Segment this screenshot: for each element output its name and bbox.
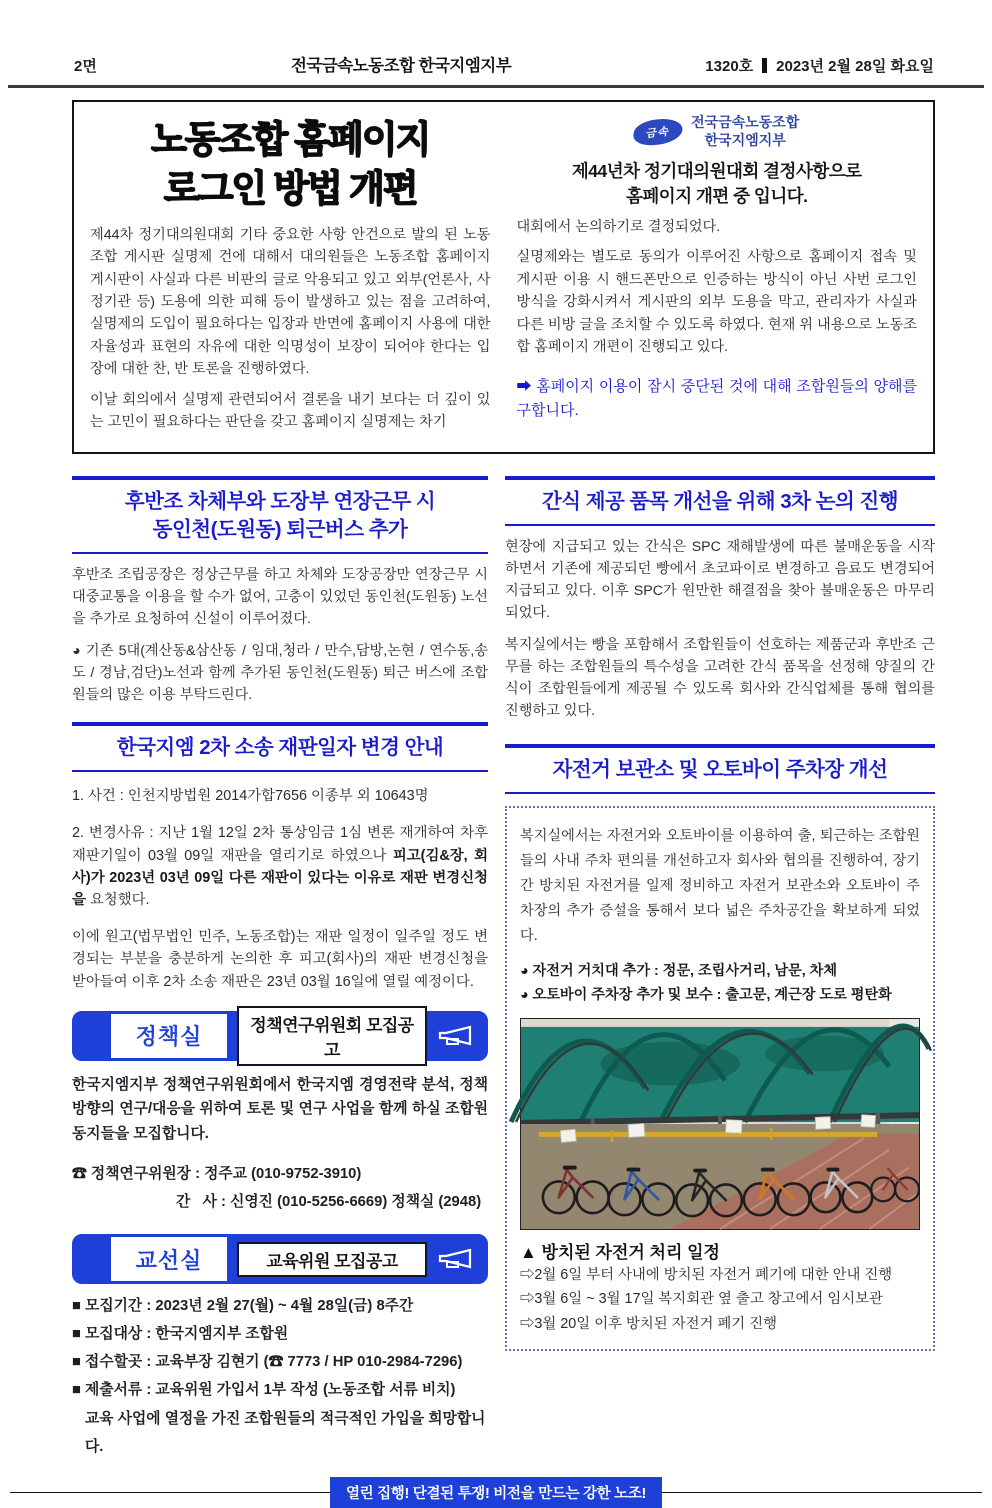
masthead-issue-date xyxy=(705,55,934,76)
lead-article-box xyxy=(72,100,935,454)
section-title-lawsuit: 한국지엠 2차 소송 재판일자 변경 안내 xyxy=(72,722,488,772)
lawsuit-reason: 2. 변경사유 : 지난 1월 12일 2차 통상임금 1심 변론 재개하여 차후 재판기일이 03월 09일 재판을 열리기로 하였으나 피고(김&장, 회사)가 2023년 03년 09일 다른 재판이 있다는 이유로 재판 변경신청을 요청했다. xyxy=(72,825,488,909)
snack-paragraph-1: 현장에 지급되고 있는 간식은 SPC 재해발생에 따른 불매운동을 시작하면서 기존에 제공되던 빵에서 초코파이로 변경하고 음료도 변경되어 지급되고 있다. 이후 SPC가 원만한 해결점을 찾아 불매운동은 마무리 되었다. xyxy=(505,538,935,621)
bike-bullet-list xyxy=(520,960,920,1007)
snack-paragraph-2: 복지실에서는 빵을 포함해서 조합원들이 선호하는 제품군과 후반조 근무를 하는 조합원들의 특수성을 고려한 간식 품목을 선정해 양질의 간식이 조합원들에게 제공될 수 있도록 회사와 간식업체를 통해 협의를 진행하고 있다. xyxy=(505,636,935,719)
lead-paragraph-3: 대회에서 논의하기로 결정되었다. xyxy=(516,219,721,235)
bike-paragraph: 복지실에서는 자전거와 오토바이를 이용하여 출, 퇴근하는 조합원들의 사내 주차 편의를 개선하고자 회사와 협의를 진행하여, 장기간 방치된 자전거를 일제 정비하고 자전거 보관소와 오토바이 주차장의 추가 증설을 통해서 보다 넓은 주차공간을 확보하게 되었다. xyxy=(520,828,920,944)
education-banner-title: 교육위원 모집공고 xyxy=(237,1242,427,1277)
footer-slogan: 열린 집행! 단결된 투쟁! 비전을 만드는 강한 노조! xyxy=(330,1477,662,1508)
education-item: ■ 모집기간 : 2023년 2월 27(월) ~ 4월 28일(금) 8주간 xyxy=(72,1298,414,1315)
education-item: ■ 모집대상 : 한국지엠지부 조합원 xyxy=(72,1326,289,1343)
education-banner xyxy=(72,1234,488,1284)
masthead-org-title: 전국금속노동조합 한국지엠지부 xyxy=(290,57,512,75)
bike-bullet-motorcycle: ◕ 오토바이 주차장 추가 및 보수 : 출고문, 계근장 도로 평탄화 xyxy=(520,986,892,1003)
section-title-bike: 자전거 보관소 및 오토바이 주차장 개선 xyxy=(505,744,935,794)
lead-left-column xyxy=(90,112,491,438)
bike-bullet-rack: ◕ 자전거 거치대 추가 : 정문, 조립사거리, 남문, 차체 xyxy=(520,963,838,980)
lawsuit-result: 이에 원고(법무법인 민주, 노동조합)는 재판 일정이 일주일 정도 변경되는 부분을 충분하게 논의한 후 피고(회사)의 재판 변경신청을 받아들여 이후 2차 소송 재판은 23년 03월 16일에 열릴 예정이다. xyxy=(72,928,488,990)
policy-paragraph: 한국지엠지부 정책연구위원회에서 한국지엠 경영전략 분석, 정책 방향의 연구/대응을 위하여 토론 및 연구 사업을 함께 하실 조합원 동지들을 모집합니다. xyxy=(72,1076,488,1142)
section-lawsuit xyxy=(72,722,488,993)
lead-paragraph-1: 제44차 정기대의원대회 기타 중요한 사항 안건으로 발의 된 노동조합 게시판 실명제 건에 대해서 대의원들은 노동조합 홈페이지 게시판이 사실과 다른 비판의 글로 악용되고 있고 외부(언론사, 사정기관 등) 도용에 의한 피해 등이 발생하고 있는 점을 고려하여, 실명제의 도입이 필요하다는 입장과 반면에 홈페이지 사용에 대한 자율성과 표현의 자유에 대한 익명성이 보장이 되어야 한다는 입장에 대한 찬, 반 토론을 진행하였다. xyxy=(90,226,491,378)
education-item: ■ 제출서류 : 교육위원 가입서 1부 작성 (노동조합 서류 비치) xyxy=(72,1382,456,1399)
policy-banner xyxy=(72,1011,488,1061)
education-closing-line: 교육 사업에 열정을 가진 조합원들의 적극적인 가입을 희망합니다. xyxy=(85,1410,486,1455)
section-night-bus xyxy=(72,476,488,707)
education-item: ■ 접수할곳 : 교육부장 김현기 (☎ 7773 / HP 010-2984-7296) xyxy=(72,1354,463,1371)
lead-paragraph-2: 이날 회의에서 실명제 관련되어서 결론을 내기 보다는 더 깊이 있는 고민이 필요하다는 판단을 갖고 홈페이지 실명제는 차기 xyxy=(90,391,491,431)
bike-info-box xyxy=(505,806,935,1351)
bike-schedule-line: ⇨3월 20일 이후 방치된 자전거 폐기 진행 xyxy=(520,1316,778,1333)
section-bike xyxy=(505,744,935,1351)
education-recruit-list xyxy=(72,1292,488,1461)
night-bus-bullet: ◕ 기존 5대(계산동&삼산동 / 임대,청라 / 만수,담방,논현 / 연수동,송도 / 경남,검단)노선과 함께 추가된 동인천(도원동) 퇴근 버스에 조합원들의 많은 이용 부탁드린다. xyxy=(72,643,488,704)
bike-shelter-photo xyxy=(520,1018,920,1230)
bike-schedule-title: ▲ 방치된 자전거 처리 일정 xyxy=(520,1242,720,1262)
page-number: 2면 xyxy=(74,58,97,75)
union-logo xyxy=(517,114,918,149)
education-banner-right xyxy=(227,1237,485,1281)
policy-office-label: 정책실 xyxy=(135,1024,203,1050)
banner-left-block xyxy=(75,1014,111,1058)
lawsuit-reason-bold: 피고(김&장, 회사)가 2023년 03년 09일 다른 재판이 있다는 이유로 재판 변경신청을 xyxy=(72,847,488,909)
megaphone-icon xyxy=(437,1247,475,1271)
section-title-snack: 간식 제공 품목 개선을 위해 3차 논의 진행 xyxy=(505,476,935,526)
education-office-label: 교선실 xyxy=(135,1247,203,1273)
bike-schedule-line: ⇨2월 6일 부터 사내에 방치된 자전거 폐기에 대한 안내 진행 xyxy=(520,1266,893,1283)
left-column xyxy=(72,460,488,1461)
policy-contact-chair: ☎ 정책연구위원장 : 정주교 (010-9752-3910) xyxy=(72,1166,362,1183)
lead-paragraph-4: 실명제와는 별도로 동의가 이루어진 사항으로 홈페이지 접속 및 게시판 이용 시 핸드폰만으로 인증하는 방식이 아닌 사번 로그인 방식을 강화시켜서 게시판의 외부 도용을 막고, 관리자가 사실과 다른 비방 글을 조치할 수 있도록 하였다. 현재 위 내용으로 노동조합 홈페이지 개편이 진행되고 있다. xyxy=(516,249,917,356)
section-title-night-bus: 후반조 차체부와 도장부 연장근무 시 동인천(도원동) 퇴근버스 추가 xyxy=(72,476,488,555)
night-bus-paragraph: 후반조 조립공장은 정상근무를 하고 차체와 도장공장만 연장근무 시 대중교통을 이용을 할 수가 없어, 고충이 있었던 동인천(도원동) 노선을 추가로 요청하여 신설이 이루어졌다. xyxy=(72,567,488,628)
homepage-notice: 제44년차 정기대의원대회 결정사항으로 홈페이지 개편 중 입니다. xyxy=(571,161,862,206)
divider-bar xyxy=(762,58,767,73)
lead-headline: 노동조합 홈페이지 로그인 방법 개편 xyxy=(151,119,430,209)
lead-right-column xyxy=(517,112,918,438)
megaphone-icon xyxy=(437,1024,475,1048)
footer xyxy=(0,1477,992,1507)
apology-note: ➡ 홈페이지 이용이 잠시 중단된 것에 대해 조합원들의 양해를 구합니다. xyxy=(516,377,917,419)
masthead xyxy=(0,0,992,82)
policy-banner-right xyxy=(227,1014,485,1058)
bike-schedule-line: ⇨3월 6일 ~ 3월 17일 복지회관 옆 출고 창고에서 임시보관 xyxy=(520,1291,883,1308)
union-logo-emblem-icon: 금속 xyxy=(632,116,684,148)
policy-contact-secretary: 간 사 : 신영진 (010-5256-6669) 정책실 (2948) xyxy=(176,1193,482,1210)
page-content xyxy=(0,88,992,1461)
right-column xyxy=(505,460,935,1461)
union-logo-text: 전국금속노동조합 한국지엠지부 xyxy=(691,114,800,148)
policy-banner-title: 정책연구위원회 모집공고 xyxy=(237,1006,427,1066)
issue-number: 1320호 xyxy=(705,58,754,75)
banner-left-block xyxy=(75,1237,111,1281)
lawsuit-case: 1. 사건 : 인천지방법원 2014가합7656 이종부 외 10643명 xyxy=(72,788,429,805)
section-snack xyxy=(505,476,935,722)
issue-date: 2023년 2월 28일 화요일 xyxy=(776,58,934,75)
